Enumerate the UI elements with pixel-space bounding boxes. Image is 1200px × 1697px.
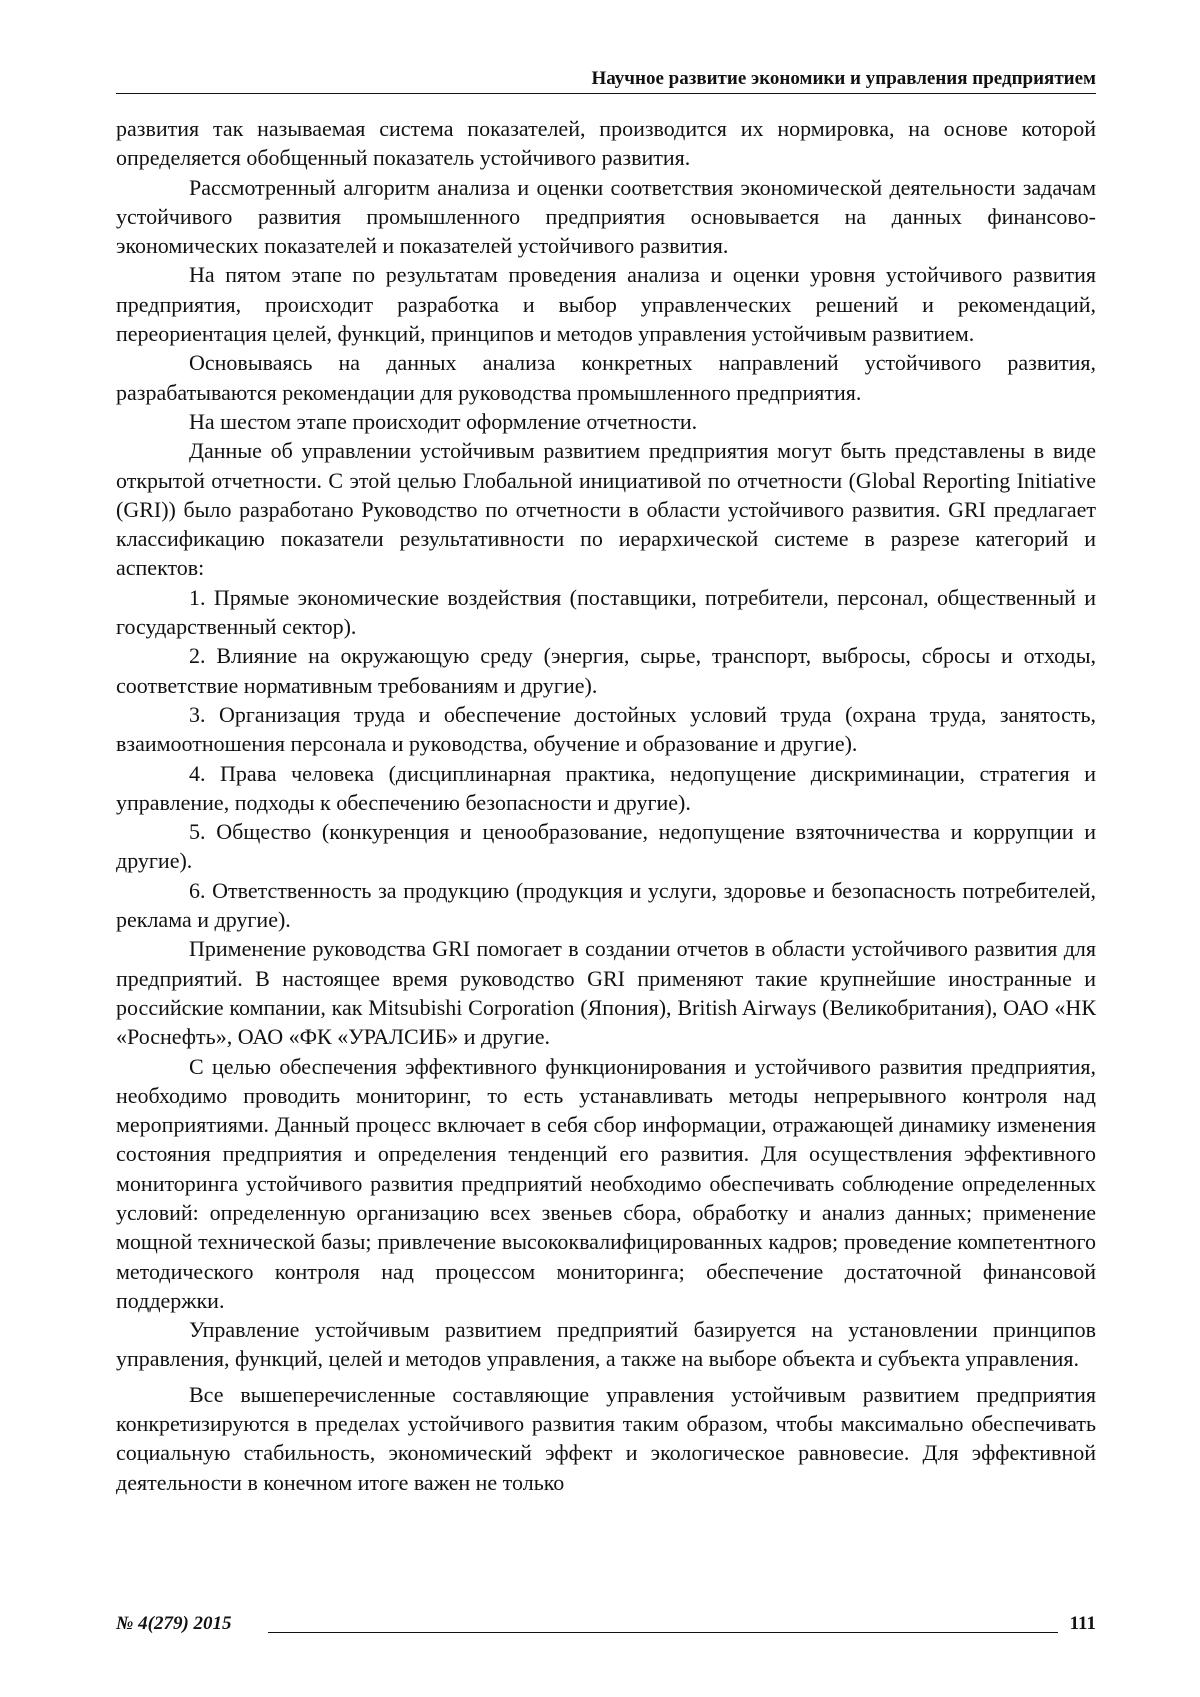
paragraph-continuation: развития так называемая система показателей, производится их нормировка, на основе которой определяется обобщенный показатель устойчивого развития. (116, 114, 1096, 173)
paragraph: Применение руководства GRI помогает в создании отчетов в области устойчивого развития для предприятий. В настоящее время руководство GRI применяют такие крупнейшие иностранные и российские компании, как Mitsubishi Corporation (Япония), British Airways (Великобритания), ОАО «НК «Роснефть», ОАО «ФК «УРАЛСИБ» и другие. (116, 934, 1096, 1051)
paragraph: Управление устойчивым развитием предприятий базируется на установлении принципов управления, функций, целей и методов управления, а также на выборе объекта и субъекта управления. (116, 1315, 1096, 1374)
document-page (0, 0, 1200, 1697)
paragraph: Данные об управлении устойчивым развитием предприятия могут быть представлены в виде открытой отчетности. С этой целью Глобальной инициативой по отчетности (Global Reporting Initiative (GRI)) было разработано Руководство по отчетности в области устойчивого развития. GRI предлагает классификацию показатели результативности по иерархической системе в разрезе категорий и аспектов: (116, 436, 1096, 582)
paragraph: С целью обеспечения эффективного функционирования и устойчивого развития предприятия, необходимо проводить мониторинг, то есть устанавливать методы непрерывного контроля над мероприятиями. Данный процесс включает в себя сбор информации, отражающей динамику изменения состояния предприятия и определения тенденций его развития. Для осуществления эффективного мониторинга устойчивого развития предприятий необходимо обеспечивать соблюдение определенных условий: определенную организацию всех звеньев сбора, обработку и анализ данных; применение мощной технической базы; привлечение высококвалифицированных кадров; проведение компетентного методического контроля над процессом мониторинга; обеспечение достаточной финансовой поддержки. (116, 1052, 1096, 1316)
list-item: 1. Прямые экономические воздействия (поставщики, потребители, персонал, общественный и государственный сектор). (116, 583, 1096, 642)
page-footer (116, 1612, 1096, 1638)
page-number: 111 (1070, 1612, 1096, 1636)
journal-title: Научное развитие экономики и управления предприятием (591, 68, 1096, 89)
list-item: 5. Общество (конкуренция и ценообразование, недопущение взяточничества и коррупции и другие). (116, 817, 1096, 876)
running-header (116, 68, 1096, 94)
list-item: 6. Ответственность за продукцию (продукция и услуги, здоровье и безопасность потребителей, реклама и другие). (116, 876, 1096, 935)
footer-rule (268, 1632, 1058, 1633)
list-item: 4. Права человека (дисциплинарная практика, недопущение дискриминации, стратегия и управление, подходы к обеспечению безопасности и другие). (116, 759, 1096, 818)
list-item: 3. Организация труда и обеспечение достойных условий труда (охрана труда, занятость, взаимоотношения персонала и руководства, обучение и образование и другие). (116, 700, 1096, 759)
body-text (116, 114, 1096, 1497)
paragraph: На пятом этапе по результатам проведения анализа и оценки уровня устойчивого развития предприятия, происходит разработка и выбор управленческих решений и рекомендаций, переориентация целей, функций, принципов и методов управления устойчивым развитием. (116, 260, 1096, 348)
paragraph: На шестом этапе происходит оформление отчетности. (116, 407, 1096, 436)
list-item: 2. Влияние на окружающую среду (энергия, сырье, транспорт, выбросы, сбросы и отходы, соответствие нормативным требованиям и другие). (116, 641, 1096, 700)
paragraph: Основываясь на данных анализа конкретных направлений устойчивого развития, разрабатываются рекомендации для руководства промышленного предприятия. (116, 348, 1096, 407)
paragraph: Рассмотренный алгоритм анализа и оценки соответствия экономической деятельности задачам устойчивого развития промышленного предприятия основывается на данных финансово-экономических показателей и показателей устойчивого развития. (116, 173, 1096, 261)
issue-number: № 4(279) 2015 (116, 1612, 232, 1636)
paragraph: Все вышеперечисленные составляющие управления устойчивым развитием предприятия конкретизируются в пределах устойчивого развития таким образом, чтобы максимально обеспечивать социальную стабильность, экономический эффект и экологическое равновесие. Для эффективной деятельности в конечном итоге важен не только (116, 1380, 1096, 1497)
